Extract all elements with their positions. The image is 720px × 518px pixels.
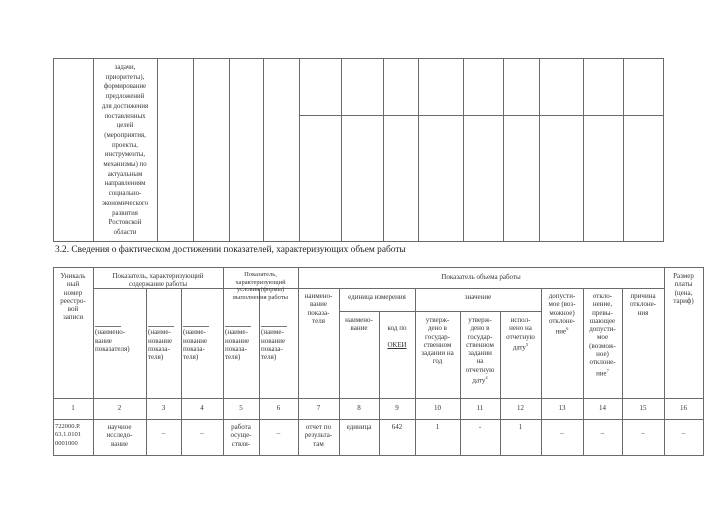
column-number: 15 <box>639 404 647 412</box>
top-col-line <box>539 58 540 242</box>
condition-sub-1-text: (наиме- нование показа- теля) <box>225 328 250 362</box>
condition-sub-1 <box>225 318 259 361</box>
column-number: 6 <box>276 404 281 412</box>
table-cell: 642 <box>391 423 403 431</box>
section-title: 3.2. Сведения о фактическом достижении показателей, характеризующих объем работы <box>55 245 406 255</box>
top-table-border-top <box>53 58 664 59</box>
content-sub-3 <box>183 318 222 361</box>
footnote-5: 5 <box>525 341 529 347</box>
top-col-line <box>229 58 230 242</box>
blank-line <box>95 326 121 327</box>
content-sub-1 <box>95 318 145 353</box>
header-okei-code <box>379 316 415 349</box>
blank-line <box>261 326 287 327</box>
top-col-line <box>463 58 464 242</box>
footnote-7: 7 <box>606 367 609 373</box>
column-number: 14 <box>599 404 606 412</box>
top-table-cell-text: задачи, приоритеты), формирование предложений для достижения поставленных целей (мероприятия, проекты, инструменты, механизмы) по актуальным направлениям социально- экономического развития Ростовской области <box>101 64 149 236</box>
footnote-6: 6 <box>566 326 569 332</box>
top-col-line <box>299 58 300 242</box>
column-number: 5 <box>239 404 243 412</box>
blank-line <box>225 326 251 327</box>
top-col-line <box>157 58 158 242</box>
header-value: значение <box>464 293 492 301</box>
top-col-line <box>53 58 54 242</box>
col-line <box>703 267 704 456</box>
top-table-inner-split <box>299 115 664 116</box>
header-approved-date <box>460 316 500 385</box>
column-number: 13 <box>558 404 566 412</box>
table-cell: _ <box>161 427 166 435</box>
header-exceeding-deviation-text: откло- нение, превы- шающее допусти- мое (возмож- ное) отклоне- ние <box>589 292 616 377</box>
top-col-line <box>503 58 504 242</box>
column-number: 12 <box>517 404 524 412</box>
content-sub-1-text: (наимено- вание показателя) <box>95 328 130 353</box>
footnote-4: 4 <box>485 375 488 381</box>
okei-link[interactable]: ОКЕИ <box>387 340 407 349</box>
column-number: 3 <box>161 404 166 412</box>
column-number: 7 <box>316 404 321 412</box>
table-cell: 722000.Р. 63.1.0101 0001000 <box>55 423 81 447</box>
top-col-line <box>383 58 384 242</box>
header-content-indicator: Показатель, характеризующий содержание работы <box>112 272 204 289</box>
table-cell: отчет по результа- там <box>304 423 333 448</box>
table-cell: - <box>478 423 482 431</box>
condition-sub-2-text: (наиме- нование показа- теля) <box>261 328 286 362</box>
header-unit-name: наимено- вание <box>345 316 373 333</box>
column-number: 9 <box>395 404 399 412</box>
content-sub-3-text: (наиме- нование показа- теля) <box>183 328 208 362</box>
top-col-line <box>583 58 584 242</box>
header-condition-indicator: Показатель, характеризующий условия (формы) выполнения работы <box>232 271 289 301</box>
column-number: 11 <box>476 404 484 412</box>
blank-line <box>148 326 174 327</box>
column-numbers-top <box>53 398 703 399</box>
column-number: 16 <box>680 404 687 412</box>
column-number: 8 <box>357 404 361 412</box>
top-col-line <box>263 58 264 242</box>
table-cell: _ <box>560 427 564 435</box>
table-cell: 1 <box>518 423 523 431</box>
header-indicator-name: наимено- вание показа- теля <box>304 292 333 325</box>
blank-line <box>183 326 209 327</box>
top-col-line <box>418 58 419 242</box>
table-cell: _ <box>600 427 605 435</box>
header-approved-date-text: утверж- дено в государ- ственном задании на отчетную дату <box>465 316 495 385</box>
column-number: 2 <box>117 404 122 412</box>
column-number: 10 <box>434 404 441 412</box>
table-cell: 1 <box>435 423 440 431</box>
header-unit: единица измерения <box>348 293 406 301</box>
top-col-line <box>193 58 194 242</box>
table-border-top <box>53 267 703 268</box>
table-cell: _ <box>681 427 686 435</box>
header-volume-indicator: Показатель объема работы <box>441 273 521 281</box>
table-cell: единица <box>346 423 372 431</box>
condition-sub-2 <box>261 318 298 361</box>
table-cell: _ <box>276 427 281 435</box>
table-border-bottom <box>53 455 703 456</box>
header-split-line <box>339 311 541 312</box>
header-executed-date <box>500 316 541 352</box>
table-cell: работа осуще- ствля- <box>230 423 252 448</box>
header-exceeding-deviation <box>583 292 622 377</box>
column-numbers-bottom <box>53 419 703 420</box>
header-executed-date-text: испол- нено на отчетную дату <box>506 316 535 352</box>
table-cell: _ <box>200 427 204 435</box>
column-number: 4 <box>200 404 204 412</box>
header-allowed-deviation <box>541 292 583 336</box>
content-sub-2 <box>148 318 181 361</box>
top-col-line <box>623 58 624 242</box>
table-cell: _ <box>641 427 645 435</box>
header-payment-size: Размер платы (цена, тариф) <box>673 272 694 305</box>
top-table-border-bottom <box>53 241 664 242</box>
column-number: 1 <box>71 404 75 412</box>
top-col-line <box>663 58 664 242</box>
header-approved-year: утверж- дено в государ- ственном задании на год <box>421 316 454 366</box>
header-unique-number: Уникаль ный номер реестро- вой записи <box>60 272 86 322</box>
content-sub-2-text: (наиме- нование показа- теля) <box>148 328 173 362</box>
top-col-line <box>341 58 342 242</box>
table-cell: научное исследо- вание <box>106 423 133 448</box>
header-allowed-deviation-text: допусти- мое (воз- можное) отклоне- ние <box>548 292 576 336</box>
header-deviation-reason: причина отклоне- ния <box>629 292 657 317</box>
okei-prefix: код по <box>387 324 407 333</box>
